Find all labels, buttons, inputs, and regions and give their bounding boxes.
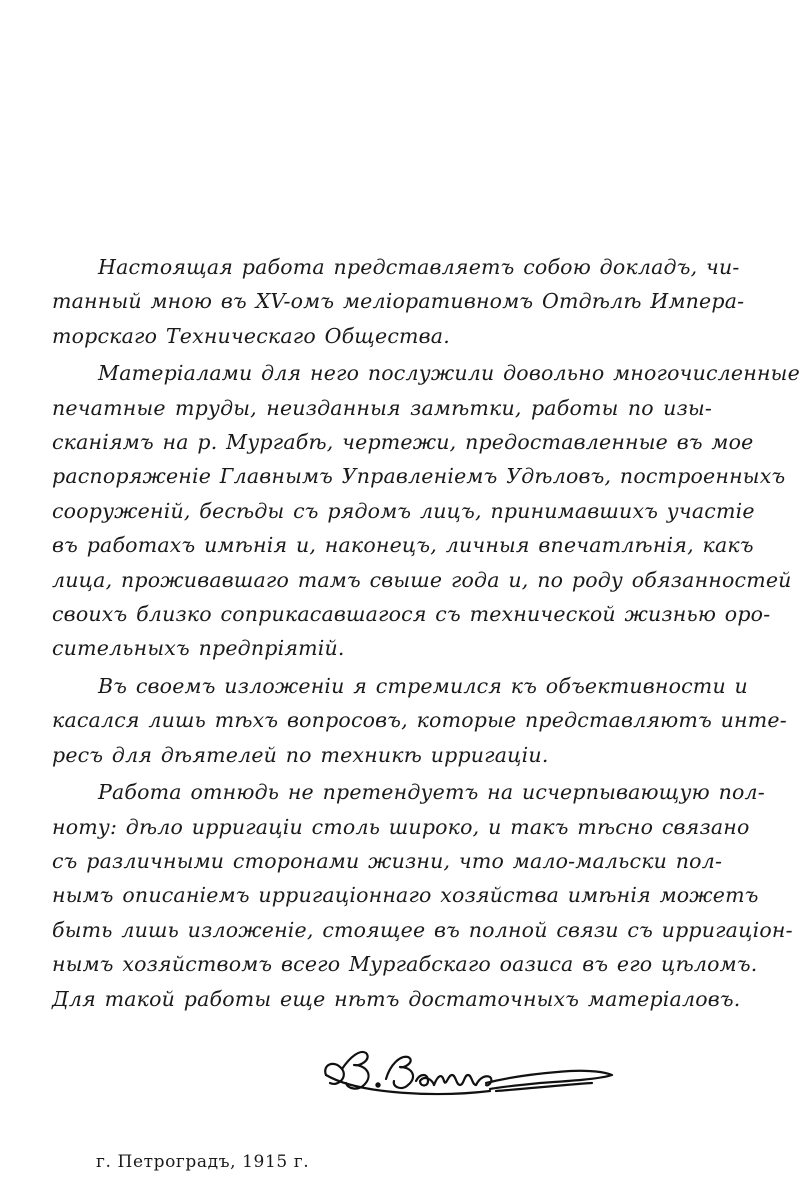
paragraph-4: [52, 775, 793, 1016]
text-line: танный мною въ XV-омъ мелiоративномъ Отдѣлѣ Импера-: [52, 289, 745, 314]
text-line: Въ своемъ изложенiи я стремился къ объективности и: [98, 673, 748, 698]
text-line: лица, проживавшаго тамъ свыше года и, по роду обязанностей: [52, 567, 792, 592]
handwritten-signature: [320, 1035, 620, 1105]
text-line: Матерiалами для него послужили довольно многочисленные: [98, 361, 800, 386]
text-line: нымъ хозяйствомъ всего Мургабскаго оазиса въ его цѣломъ.: [52, 952, 758, 977]
text-line: съ различными сторонами жизни, что мало-мальски пол-: [52, 848, 723, 873]
text-line: касался лишь тѣхъ вопросовъ, которые представляютъ инте-: [52, 708, 787, 733]
text-line: въ работахъ имѣнiя и, наконецъ, личныя впечатлѣнiя, какъ: [52, 533, 754, 558]
text-line: сканiямъ на р. Мургабѣ, чертежи, предоставленные въ мое: [52, 430, 754, 455]
place-date: г. Петроградъ, 1915 г.: [96, 1152, 310, 1172]
text-line: печатные труды, неизданныя замѣтки, работы по изы-: [52, 395, 712, 420]
text-line: Для такой работы еще нѣтъ достаточныхъ матерiаловъ.: [52, 986, 741, 1011]
paragraph-2: [52, 356, 800, 666]
text-line: сооруженiй, бесѣды съ рядомъ лицъ, принимавшихъ участiе: [52, 498, 755, 523]
text-line: распоряженiе Главнымъ Управленiемъ Удѣловъ, построенныхъ: [52, 464, 786, 489]
preface-text: [52, 250, 800, 1019]
text-line: своихъ близко соприкасавшагося съ технической жизнью оро-: [52, 602, 771, 627]
text-line: нымъ описанiемъ ирригацiоннаго хозяйства имѣнiя можетъ: [52, 883, 759, 908]
text-line: Работа отнюдь не претендуетъ на исчерпывающую пол-: [98, 780, 765, 805]
paragraph-3: [52, 669, 787, 772]
text-line: сительныхъ предпрiятiй.: [52, 636, 345, 661]
text-line: торскаго Техническаго Общества.: [52, 323, 450, 348]
text-line: быть лишь изложенiе, стоящее въ полной связи съ ирригацiон-: [52, 917, 793, 942]
text-line: ресъ для дѣятелей по техникѣ ирригацiи.: [52, 742, 549, 767]
paragraph-1: [52, 250, 745, 353]
text-line: Настоящая работа представляетъ собою докладъ, чи-: [98, 255, 740, 279]
text-line: ноту: дѣло ирригацiи столь широко, и такъ тѣсно связано: [52, 814, 750, 839]
